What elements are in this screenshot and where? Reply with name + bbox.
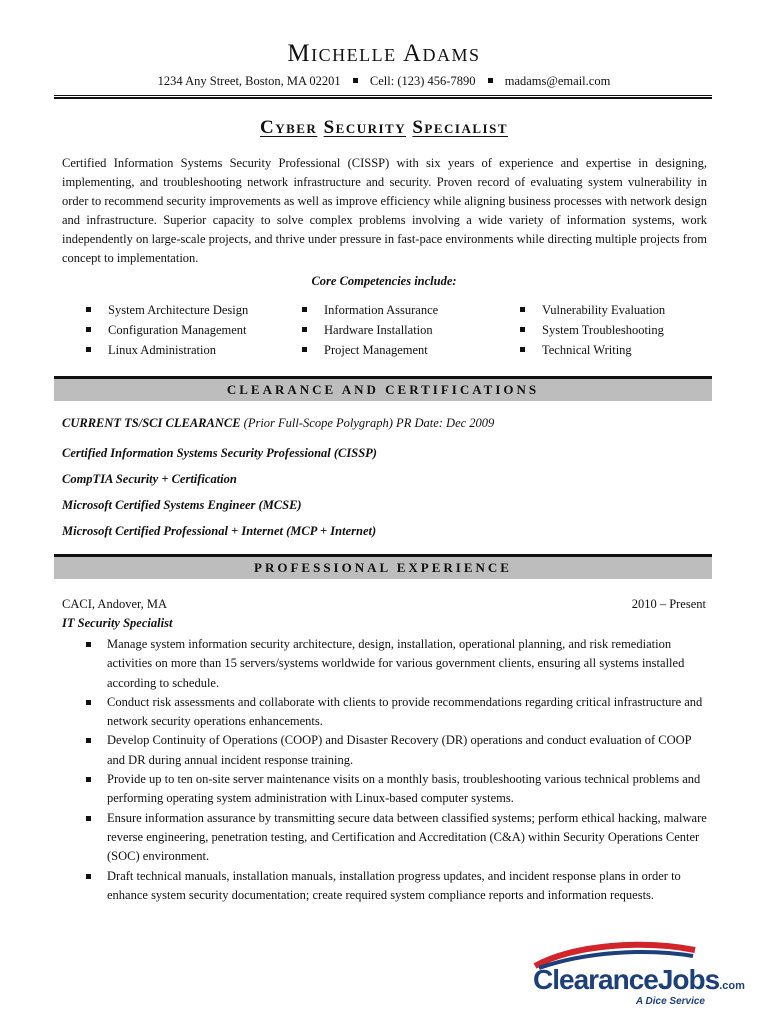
job-title: Cyber Security Specialist <box>259 117 509 138</box>
certification-item: Microsoft Certified Systems Engineer (MCSE) <box>62 498 302 512</box>
professional-summary: Certified Information Systems Security Professional (CISSP) with six years of experience and expertise in designing, implementing, and troubleshooting network infrastructure and security. Proven record of evaluating system vulnerability in order to recommend security improvements as well as improve efficiency while aligning business processes with network design and infrastructure. Superior capacity to solve complex problems involving a wide variety of information systems, work independently on large-scale projects, and thrive under pressure in fast-pace environments while directing multiple projects from concept to implementation. <box>62 156 707 265</box>
phone: Cell: (123) 456-7890 <box>369 74 476 88</box>
clearance-section-header: CLEARANCE AND CERTIFICATIONS <box>54 376 712 401</box>
competency-item: Vulnerability Evaluation <box>516 300 665 320</box>
competencies-column-3 <box>516 300 665 360</box>
certification-item: CompTIA Security + Certification <box>62 472 237 486</box>
current-clearance: CURRENT TS/SCI CLEARANCE (Prior Full-Scope Polygraph) PR Date: Dec 2009 <box>62 416 495 430</box>
competency-item: Hardware Installation <box>298 320 438 340</box>
bullet-separator <box>488 78 493 83</box>
header-rule-thick <box>54 97 712 99</box>
header-rule-thin <box>54 95 712 96</box>
bullet-separator <box>353 78 358 83</box>
experience-bullet: Conduct risk assessments and collaborate with clients to provide recommendations regarding critical infrastructure and network security operations enhancements. <box>62 693 707 732</box>
candidate-name: Michelle Adams <box>287 40 481 67</box>
email: madams@email.com <box>504 74 611 88</box>
experience-bullet: Provide up to ten on-site server maintenance visits on a monthly basis, troubleshooting various technical problems and performing operating system administration with Linux-based computer systems. <box>62 770 707 809</box>
employment-dates: 2010 – Present <box>631 597 706 611</box>
competencies-heading: Core Competencies include: <box>311 274 457 288</box>
experience-bullet: Develop Continuity of Operations (COOP) and Disaster Recovery (DR) operations and conduct evaluation of COOP and DR during annual incident response training. <box>62 731 707 770</box>
competency-item: System Troubleshooting <box>516 320 665 340</box>
experience-bullets <box>62 635 707 905</box>
experience-bullet: Ensure information assurance by transmitting secure data between classified systems; perform ethical hacking, malware reverse engineering, penetration testing, and Certification and Accreditation (C&A) within Security Operations Center (SOC) environment. <box>62 809 707 867</box>
competency-item: Configuration Management <box>82 320 248 340</box>
clearancejobs-logo <box>525 940 745 1012</box>
certification-item: Certified Information Systems Security Professional (CISSP) <box>62 446 377 460</box>
certification-item: Microsoft Certified Professional + Internet (MCP + Internet) <box>62 524 377 538</box>
experience-bullet: Draft technical manuals, installation manuals, installation progress updates, and incident response plans in order to enhance system security documentation; create required system compliance reports and information requests. <box>62 867 707 906</box>
competency-item: System Architecture Design <box>82 300 248 320</box>
experience-bullet: Manage system information security architecture, design, installation, operational planning, and risk remediation activities on more than 15 servers/systems worldwide for various government clients, ensuring all systems installed according to schedule. <box>62 635 707 693</box>
logo-wordmark: ClearanceJobs.com <box>533 964 745 995</box>
competency-item: Linux Administration <box>82 340 248 360</box>
competencies-column-2 <box>298 300 438 360</box>
address: 1234 Any Street, Boston, MA 02201 <box>157 74 341 88</box>
employer: CACI, Andover, MA <box>62 597 168 611</box>
logo-tagline: A Dice Service <box>635 996 705 1007</box>
job-role: IT Security Specialist <box>62 616 173 630</box>
competency-item: Project Management <box>298 340 438 360</box>
competency-item: Technical Writing <box>516 340 665 360</box>
competency-item: Information Assurance <box>298 300 438 320</box>
experience-section-header: PROFESSIONAL EXPERIENCE <box>54 554 712 579</box>
contact-line <box>0 74 768 89</box>
competencies-column-1 <box>82 300 248 360</box>
